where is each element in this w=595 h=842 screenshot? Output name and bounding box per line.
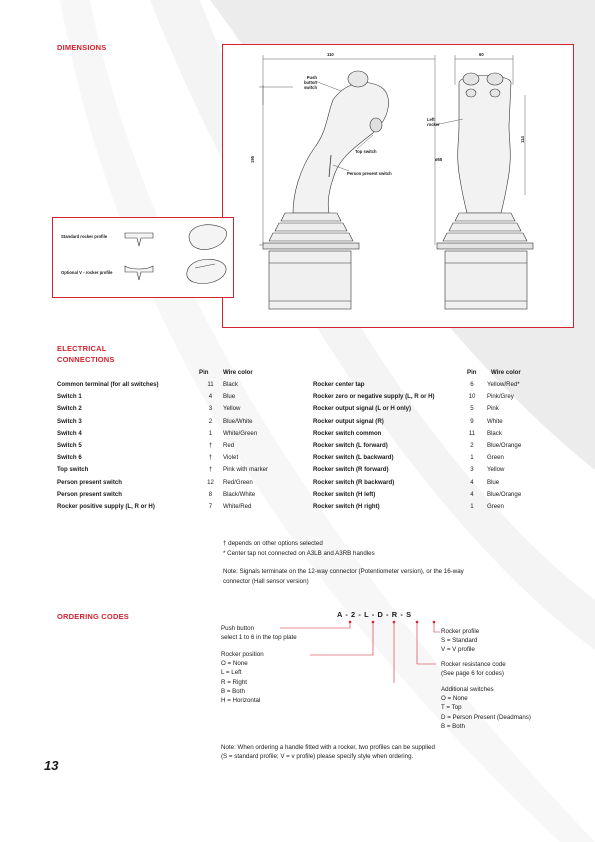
push-button-desc — [221, 624, 297, 642]
ordering-note-line1: Note: When ordering a handle fitted with a rocker, two profiles can be supplied — [221, 744, 435, 751]
rocker-profile-s: S = Standard — [441, 637, 478, 645]
table-row — [57, 477, 303, 489]
conn-name: Rocker switch (L forward) — [313, 442, 388, 450]
conn-name: Switch 2 — [57, 405, 82, 413]
rocker-position-r: R = Right — [221, 678, 247, 686]
conn-name: Rocker positive supply (L, R or H) — [57, 503, 155, 511]
rocker-position-l: L = Left — [221, 669, 242, 677]
footnote-asterisk: * Center tap not connected on A3LB and A3RB handles — [223, 550, 375, 557]
conn-wire: Green — [487, 503, 504, 511]
signals-note-line1: Note: Signals terminate on the 12-way connector (Potentiometer version), or the 16-way — [223, 568, 464, 575]
conn-pin: 4 — [470, 478, 474, 486]
rocker-profile-desc — [441, 627, 479, 655]
conn-pin: 9 — [470, 417, 474, 425]
electrical-heading-line1: ELECTRICAL — [57, 344, 107, 353]
table-row — [57, 391, 303, 403]
rocker-resistance-ref: (See page 6 for codes) — [441, 670, 504, 678]
table-row — [57, 464, 303, 476]
conn-wire: Pink/Grey — [487, 393, 514, 401]
rocker-profiles-box — [52, 217, 234, 298]
conn-wire: Pink — [487, 405, 499, 413]
push-button-label: Push button switch — [303, 75, 317, 90]
table-row — [313, 477, 557, 489]
dimensions-heading: DIMENSIONS — [57, 43, 107, 52]
left-rocker-label: Left rocker — [427, 117, 440, 127]
conn-wire: Yellow/Red* — [487, 381, 520, 388]
conn-name: Switch 6 — [57, 454, 82, 462]
conn-name: Rocker switch (R forward) — [313, 466, 389, 474]
table-row — [313, 416, 557, 428]
rocker-position-b: B = Both — [221, 687, 245, 695]
conn-pin: 8 — [208, 490, 213, 498]
conn-wire: Black/White — [223, 490, 256, 498]
table-row — [313, 428, 557, 440]
dim-110-label: 110 — [327, 52, 334, 57]
right-wire-header: Wire color — [491, 369, 521, 376]
electrical-heading-line2: CONNECTIONS — [57, 355, 115, 364]
conn-pin: 10 — [468, 393, 476, 401]
rocker-position-o: O = None — [221, 660, 248, 668]
table-row — [57, 501, 303, 513]
conn-wire: Violet — [223, 454, 239, 462]
conn-pin: 1 — [470, 454, 474, 462]
additional-t: T = Top — [441, 704, 462, 712]
table-row — [313, 379, 557, 391]
table-row — [57, 489, 303, 501]
conn-pin: † — [208, 466, 213, 474]
conn-pin: 12 — [207, 478, 214, 486]
ordering-code: A - 2 - L - D - R - S — [337, 610, 412, 619]
conn-name: Common terminal (for all switches) — [57, 381, 159, 388]
joystick-drawing — [223, 45, 573, 327]
left-wire-header: Wire color — [223, 369, 253, 376]
conn-wire: White — [487, 417, 503, 425]
conn-pin: 5 — [470, 405, 474, 413]
conn-pin: 7 — [208, 503, 213, 511]
conn-pin: † — [208, 454, 213, 462]
dim-114-label: 114 — [519, 136, 525, 143]
conn-name: Rocker zero or negative supply (L, R or H) — [313, 393, 435, 401]
push-button-title: Push button — [221, 625, 255, 632]
conn-wire: Red/Green — [223, 478, 253, 486]
conn-wire: Red — [223, 442, 235, 450]
conn-pin: 11 — [468, 429, 476, 437]
rocker-position-title: Rocker position — [221, 651, 264, 658]
additional-b: B = Both — [441, 722, 465, 730]
table-row — [57, 379, 303, 391]
table-row — [313, 440, 557, 452]
person-present-label: Person present switch — [347, 171, 392, 176]
conn-name: Switch 4 — [57, 429, 82, 437]
conn-name: Rocker output signal (R) — [313, 417, 384, 425]
conn-name: Rocker switch (H left) — [313, 490, 376, 498]
conn-name: Switch 3 — [57, 417, 82, 425]
table-row — [57, 452, 303, 464]
conn-name: Person present switch — [57, 478, 123, 486]
conn-name: Rocker switch (H right) — [313, 503, 380, 511]
conn-pin: 1 — [470, 503, 474, 511]
table-row — [313, 403, 557, 415]
conn-wire: Blue/White — [223, 417, 253, 425]
table-row — [57, 440, 303, 452]
signals-note-line2: connector (Hall sensor version) — [223, 578, 309, 585]
conn-wire: Yellow — [223, 405, 241, 413]
right-pin-header: Pin — [467, 369, 477, 376]
conn-pin: 3 — [470, 466, 474, 474]
top-switch-label: Top switch — [355, 149, 377, 154]
additional-switches-title: Additional switches — [441, 686, 494, 693]
conn-pin: 4 — [208, 393, 213, 401]
additional-d: D = Person Present (Deadmans) — [441, 713, 531, 721]
push-button-select: select 1 to 6 in the top plate — [221, 634, 297, 642]
additional-switches-desc — [441, 685, 531, 731]
optional-profile-label: Optional V - rocker profile — [61, 270, 113, 275]
right-connections-table — [313, 379, 557, 513]
conn-name: Rocker output signal (L or H only) — [313, 405, 412, 413]
conn-name: Switch 1 — [57, 393, 82, 401]
dimensions-figure — [222, 44, 574, 328]
conn-name: Top switch — [57, 466, 89, 474]
conn-wire: White/Green — [223, 429, 258, 437]
conn-name: Switch 5 — [57, 442, 82, 450]
rocker-profiles-drawing — [53, 218, 233, 297]
conn-wire: Green — [487, 454, 504, 462]
conn-name: Rocker switch common — [313, 429, 382, 437]
conn-wire: Black — [223, 381, 238, 388]
left-connections-table — [57, 379, 303, 513]
rocker-resistance-title: Rocker resistance code — [441, 661, 506, 668]
rocker-position-h: H = Horizontal — [221, 697, 261, 705]
conn-pin: 1 — [208, 429, 213, 437]
standard-profile-label: Standard rocker profile — [61, 234, 108, 239]
conn-name: Person present switch — [57, 490, 123, 498]
conn-pin: 3 — [208, 405, 213, 413]
rocker-profile-title: Rocker profile — [441, 628, 480, 635]
conn-wire: Blue — [223, 393, 236, 401]
rocker-profile-v: V = V profile — [441, 646, 475, 654]
ordering-heading: ORDERING CODES — [57, 612, 129, 621]
conn-wire: Blue — [487, 478, 500, 486]
dim-60-label: 60 — [479, 52, 484, 57]
table-row — [313, 501, 557, 513]
conn-name: Rocker switch (R backward) — [313, 478, 395, 486]
conn-wire: Blue/Orange — [487, 490, 522, 498]
conn-wire: White/Red — [223, 503, 252, 511]
rocker-resistance-desc — [441, 660, 506, 678]
table-row — [57, 416, 303, 428]
left-pin-header: Pin — [199, 369, 209, 376]
dim-dia-label: ø55 — [435, 157, 443, 162]
table-row — [57, 428, 303, 440]
table-row — [313, 464, 557, 476]
conn-wire: Pink with marker — [223, 466, 269, 474]
conn-pin: 2 — [470, 442, 474, 450]
page-number: 13 — [44, 758, 59, 773]
table-row — [313, 391, 557, 403]
conn-pin: 4 — [470, 490, 474, 498]
additional-o: O = None — [441, 695, 468, 703]
conn-wire: Yellow — [487, 466, 505, 474]
conn-pin: 6 — [470, 381, 474, 388]
conn-pin: 11 — [207, 381, 214, 388]
conn-name: Rocker switch (L backward) — [313, 454, 394, 462]
conn-pin: † — [208, 442, 213, 450]
ordering-note-line2: (S = standard profile; V = v profile) please specify style when ordering. — [221, 753, 414, 761]
rocker-position-desc — [221, 650, 264, 705]
table-row — [313, 489, 557, 501]
footnote-dagger: † depends on other options selected — [223, 540, 323, 547]
dim-195-label: 195 — [250, 156, 255, 163]
conn-pin: 2 — [208, 417, 213, 425]
conn-name: Rocker center tap — [313, 381, 365, 388]
conn-wire: Blue/Orange — [487, 442, 522, 450]
conn-wire: Black — [487, 429, 502, 437]
ordering-note — [221, 743, 435, 761]
electrical-heading — [57, 343, 115, 365]
table-row — [313, 452, 557, 464]
table-row — [57, 403, 303, 415]
